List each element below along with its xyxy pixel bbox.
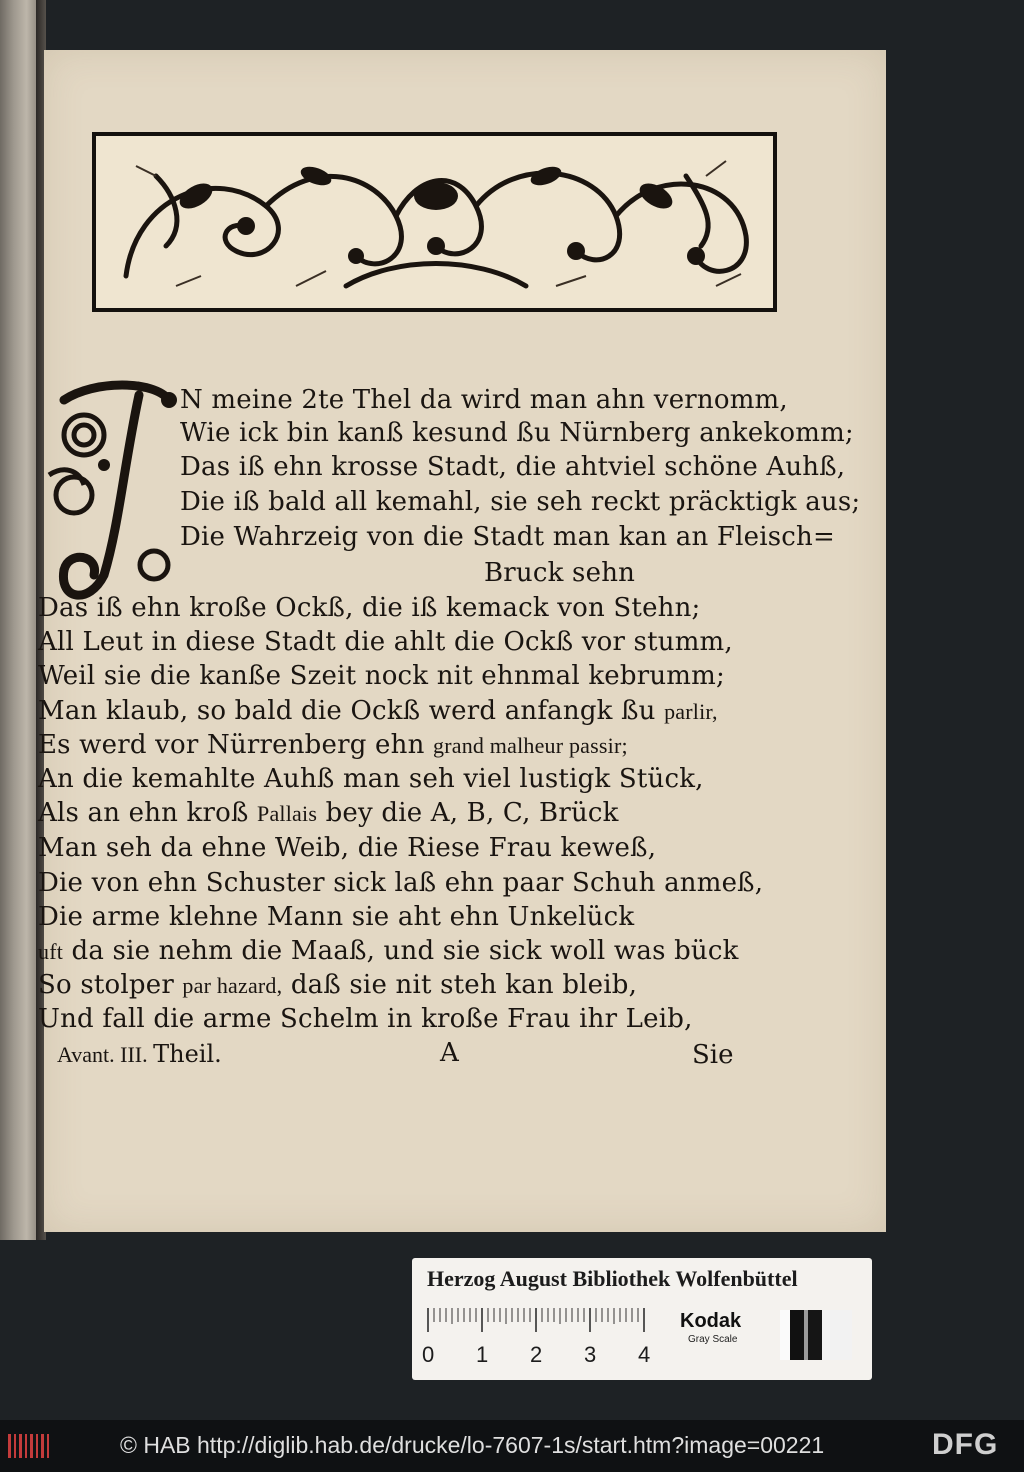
- ruler-number-3: 3: [584, 1342, 597, 1367]
- ruler-number-4: 4: [638, 1342, 651, 1367]
- verse-line-7: All Leut in diese Stadt die ahlt die Ockß vor stumm,: [38, 627, 733, 657]
- kodak-label: Kodak: [680, 1310, 742, 1332]
- verse-line-11: An die kemahlte Auhß man seh viel lustigk Stück,: [38, 764, 704, 794]
- gray-patch-light: [822, 1310, 852, 1360]
- verse-line-17: [38, 970, 637, 1001]
- verse-line-10-antiqua: grand malheur passir;: [433, 733, 628, 758]
- ruler-numbers: [422, 1342, 662, 1368]
- signature-mark: [57, 1040, 222, 1068]
- copyright-link[interactable]: © HAB http://diglib.hab.de/drucke/lo-7607-1s/start.htm?image=00221: [120, 1432, 825, 1458]
- signature-antiqua: Avant. III.: [57, 1042, 148, 1067]
- verse-line-9-text: Man klaub, so bald die Ockß werd anfangk ßu: [38, 696, 656, 726]
- verse-line-9: [38, 696, 718, 727]
- verse-line-16-text: da sie nehm die Maaß, und sie sick woll was bück: [71, 936, 739, 966]
- drop-cap-initial: [44, 375, 184, 615]
- facing-page-edge: [0, 0, 38, 1240]
- verse-line-12-pallais: Pallais: [257, 801, 318, 826]
- verse-line-5: Die Wahrzeig von die Stadt man kan an Fleisch=: [180, 522, 835, 552]
- gray-scale-patches: [780, 1310, 852, 1360]
- verse-line-17-text: So stolper: [38, 970, 174, 1000]
- barcode-logo-icon: [6, 1430, 52, 1462]
- ruler-number-1: 1: [476, 1342, 489, 1367]
- verse-line-9-antiqua: parlir,: [664, 699, 718, 724]
- gray-scale-label: Gray Scale: [688, 1334, 738, 1345]
- verse-line-16: [38, 936, 739, 967]
- verse-line-12-rest: bey die A, B, C, Brück: [325, 798, 619, 828]
- ruler-number-0: 0: [422, 1342, 435, 1367]
- verse-line-12: [38, 798, 619, 829]
- verse-line-17-rest: daß sie nit steh kan bleib,: [290, 970, 638, 1000]
- verse-line-15: Die arme klehne Mann sie aht ehn Unkelück: [38, 902, 635, 932]
- verse-line-4: Die iß bald all kemahl, sie seh reckt präcktigk aus;: [180, 487, 861, 517]
- verse-line-6: Das iß ehn kroße Ockß, die iß kemack von Stehn;: [38, 593, 701, 623]
- library-scale-card: [412, 1258, 872, 1380]
- verse-line-3: Das iß ehn krosse Stadt, die ahtviel schöne Auhß,: [180, 452, 846, 482]
- catchword: Sie: [692, 1040, 734, 1070]
- gray-patch-white: [780, 1310, 790, 1360]
- viewer-footer-bar: [0, 1420, 1024, 1472]
- verse-line-14: Die von ehn Schuster sick laß ehn paar Schuh anmeß,: [38, 868, 764, 898]
- dfg-logo: DFG: [932, 1428, 999, 1461]
- verse-line-18: Und fall die arme Schelm in kroße Frau ihr Leib,: [38, 1004, 693, 1034]
- verse-line-10-text: Es werd vor Nürrenberg ehn: [38, 730, 425, 760]
- gray-patch-black-1: [790, 1310, 804, 1360]
- verse-line-17-antiqua: par hazard,: [182, 973, 283, 998]
- verse-line-5-turnover: Bruck sehn: [484, 558, 636, 588]
- verse-line-12-text: Als an ehn kroß: [38, 798, 249, 828]
- gathering-mark: A: [440, 1038, 459, 1068]
- card-title: Herzog August Bibliothek Wolfenbüttel: [427, 1266, 798, 1291]
- ornamental-headpiece: [92, 132, 777, 312]
- signature-fraktur: Theil.: [153, 1040, 222, 1068]
- verse-line-16-antiqua: uft: [38, 939, 64, 964]
- ruler-number-2: 2: [530, 1342, 543, 1367]
- verse-line-8: Weil sie die kanße Szeit nock nit ehnmal kebrumm;: [38, 661, 725, 691]
- verse-line-1: N meine 2te Thel da wird man ahn vernomm,: [180, 385, 788, 415]
- verse-line-10: [38, 730, 628, 761]
- verse-line-13: Man seh da ehne Weib, die Riese Frau keweß,: [38, 833, 657, 863]
- verse-line-2: Wie ick bin kanß kesund ßu Nürnberg ankekomm;: [180, 418, 854, 448]
- gray-patch-black-2: [808, 1310, 822, 1360]
